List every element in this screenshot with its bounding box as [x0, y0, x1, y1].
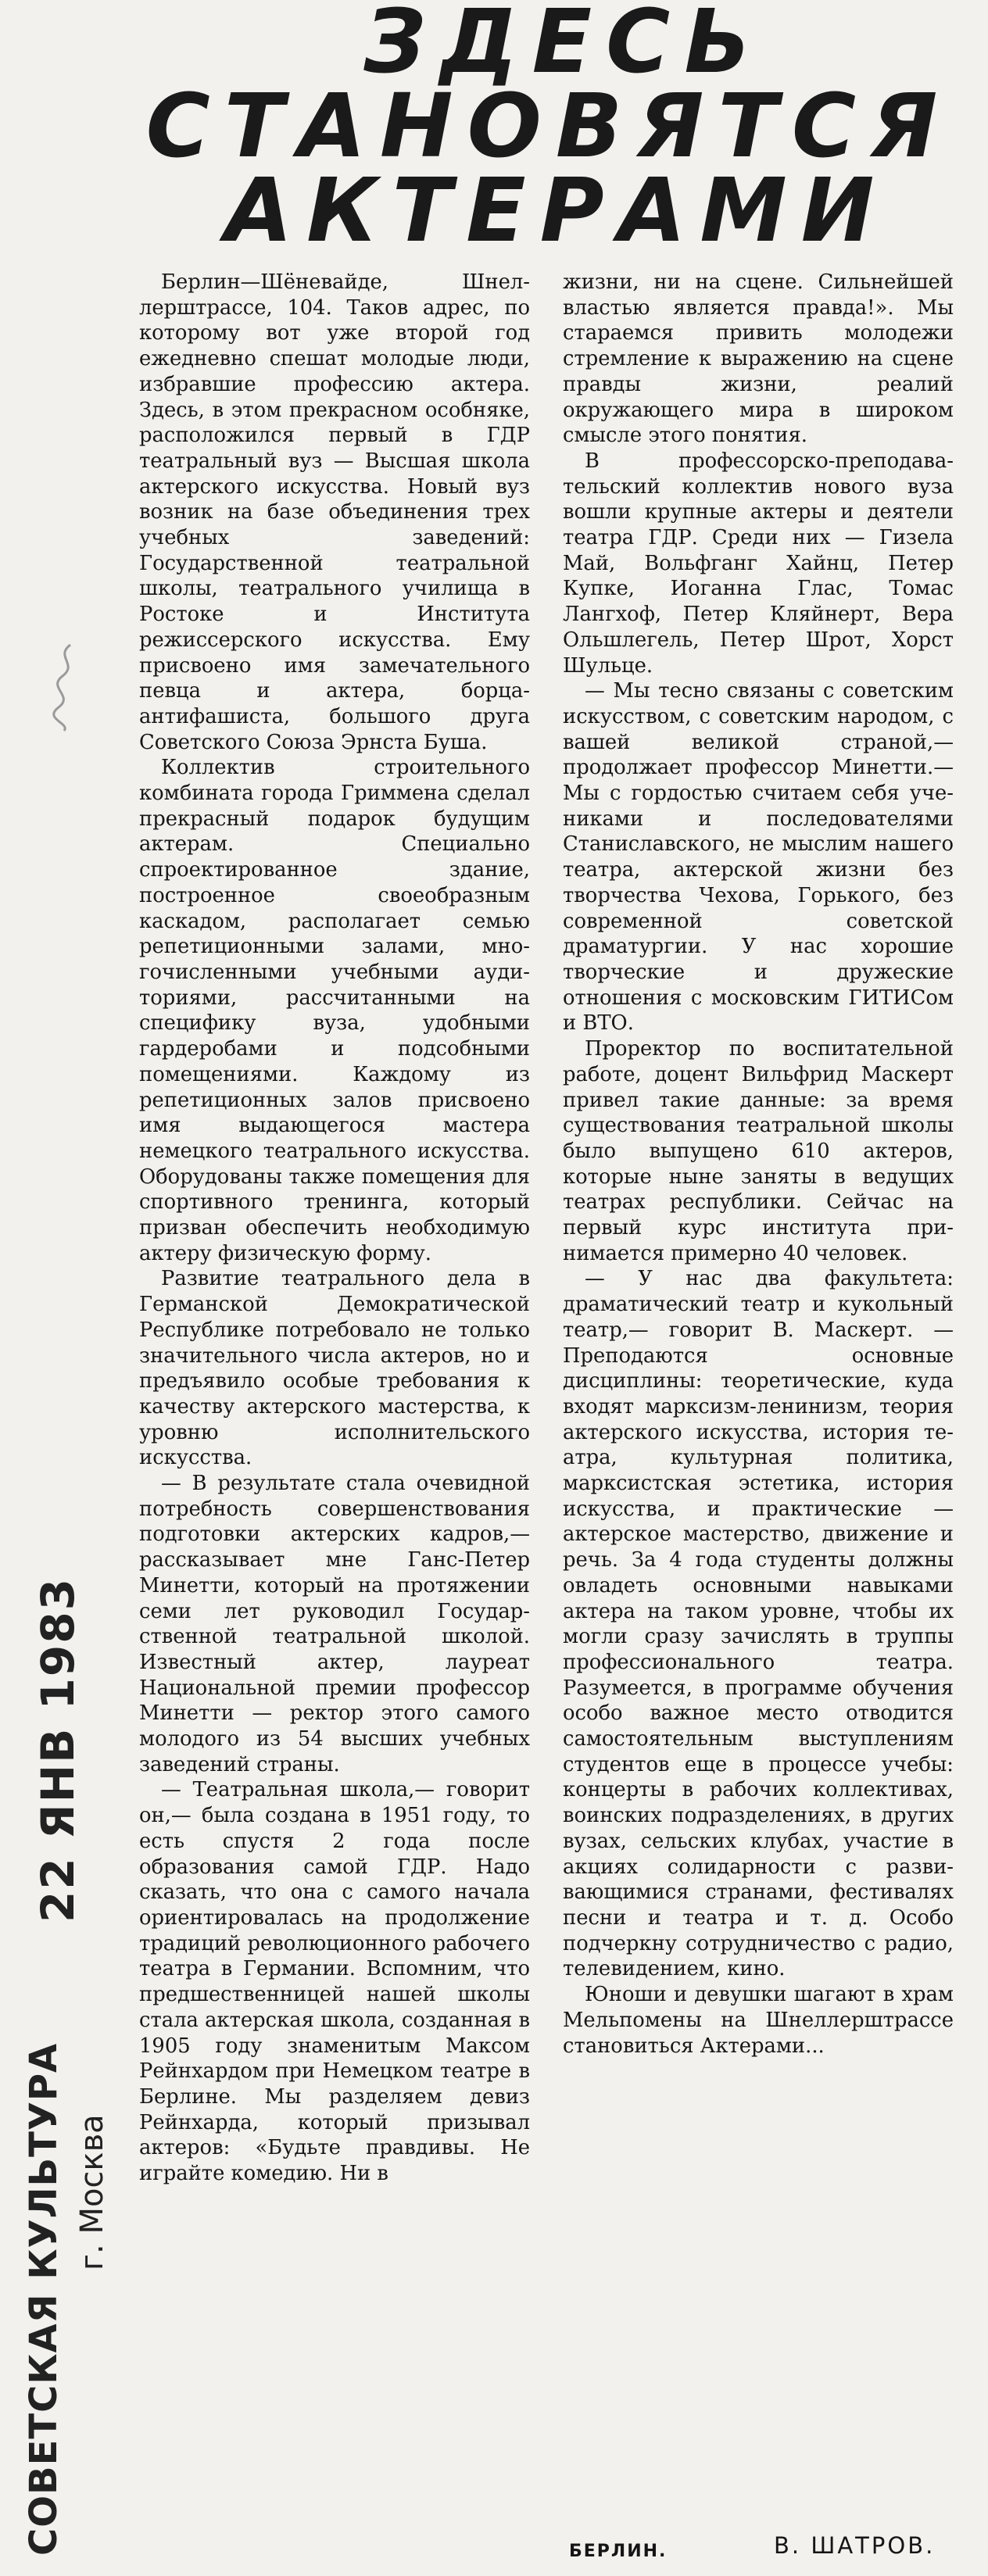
newspaper-name-stamp: СОВЕТСКАЯ КУЛЬТУРА: [22, 2042, 66, 2556]
article-headline: [109, 0, 988, 262]
article-column-2: [563, 270, 954, 2059]
article-column-1: [139, 270, 530, 2187]
paragraph: Юноши и девушки шагают в храм Мельпомены на Шнеллерштрассе становиться Актерами...: [563, 1983, 954, 2058]
paragraph: Развитие театрального дела в Германской Демократической Республике потребовало не только значительного числа актеров, но и предъявило особые требования к качеству актерского мастерства, к уровню исполнительского искусства.: [139, 1267, 530, 1470]
paragraph: Коллектив строительного комбината города Гриммена сделал прекрасный подарок будущим актерам. Специально спроектированное здание, построенное своеобразным каскадом, располагает семью репетиционными залами, многочисленными учебными аудиториями, рассчитанными на специфику вуза, удобными гардеробами и подсобными помещениями. Каждому из репетиционных залов присвоено имя выдающегося мастера немецкого театрального искусства. Оборудованы также помещения для спортивного тренинга, который призван обеспечить необходимую актеру физическую форму.: [139, 756, 530, 1265]
author-signature: В. ШАТРОВ.: [774, 2532, 936, 2559]
city-stamp: г. Москва: [74, 2114, 110, 2270]
paragraph: Берлин—Шёневайде, Шнеллерштрассе, 104. Таков адрес, по которому вот уже второй год ежедневно спешат молодые люди, избравшие профессию актера. Здесь, в этом прекрасном особняке, расположился первый в ГДР театральный вуз — Высшая школа актерского искусства. Новый вуз возник на базе объединения трех учебных заведений: Государственной театральной школы, театрального училища в Ростоке и Института режиссерского искусства. Ему присвоено имя замечательного певца и актера, борца-антифашиста, большого друга Советского Союза Эрнста Буша.: [139, 270, 530, 754]
handwritten-mark-icon: [47, 641, 86, 735]
paragraph: — В результате стала очевидной потребность совершенствования подготовки актерских кадров,— рассказывает мне Ганс-Петер Минетти, который на протяжении семи лет руководил Государственной театральной школой. Известный актер, лауреат Национальной премии профессор Минетти — ректор этого самого молодого из 54 высших учебных заведений страны.: [139, 1472, 530, 1776]
date-stamp: 22 ЯНВ 1983: [31, 1577, 84, 1923]
paragraph: — Театральная школа,— говорит он,— была создана в 1951 году, то есть спустя 2 года после образования самой ГДР. Надо сказать, что она с самого начала ориентировалась на продолжение традиций революционного рабочего театра в Германии. Вспомним, что предшественницей нашей школы стала актерская школа, созданная в 1905 году знаменитым Максом Рейнхардом при Немецком театре в Берлине. Мы разделяем девиз Рейнхарда, который призывал актеров: «Будьте правдивы. Не играйте комедию. Ни в: [139, 1778, 530, 2186]
paragraph: — У нас два факультета: драматический театр и кукольный театр,— говорит В. Маскерт. — Преподаются основные дисциплины: теоретические, куда входят марксизм-ленинизм, теория актерского искусства, история театра, культурная политика, марксистская эстетика, история искусства, и практические — актерское мастерство, движение и речь. За 4 года студенты должны овладеть основными навыками актера на таком уровне, чтобы их могли сразу зачислять в труппы профессионального театра. Разумеется, в программе обучения особо важное место отводится самостоятельным выступлениям студентов еще в процессе учебы: концерты в рабочих коллективах, воинских подразделениях, в других вузах, сельских клубах, участие в акциях солидарности с развивающимися странами, фестивалях песни и театра и т. д. Особо подчеркну сотрудничество с радио, телевидением, кино.: [563, 1267, 954, 1981]
dateline: БЕРЛИН.: [569, 2542, 668, 2561]
paragraph: — Мы тесно связаны с советским искусством, с советским народом, с вашей великой страной,— продолжает профессор Минетти.— Мы с гордостью считаем себя учениками и последователями Станиславского, не мыслим нашего театра, актерской жизни без творчества Чехова, Горького, без современной советской драматургии. У нас хорошие творческие и дружеские отношения с московским ГИТИСом и ВТО.: [563, 679, 954, 1036]
paragraph: В профессорско-преподавательский коллектив нового вуза вошли крупные актеры и деятели театра ГДР. Среди них — Гизела Май, Вольфганг Хайнц, Петер Купке, Иоганна Глас, Томас Лангхоф, Петер Кляйнерт, Вера Ольшлегель, Петер Шрот, Хорст Шульце.: [563, 449, 954, 678]
paragraph: Проректор по воспитательной работе, доцент Вильфрид Маскерт привел такие данные: за время существования театральной школы было выпущено 610 актеров, которые ныне заняты в ведущих театрах республики. Сейчас на первый курс института принимается примерно 40 человек.: [563, 1037, 954, 1265]
headline-line-3: АКТЕРАМИ: [224, 160, 889, 262]
headline-line-2: СТАНОВЯТСЯ: [145, 76, 952, 177]
paragraph: жизни, ни на сцене. Сильнейшей властью является правда!». Мы стараемся привить молодежи стремление к выражению на сцене правды жизни, реалий окружающего мира в широком смысле этого понятия.: [563, 270, 954, 448]
headline-line-1: ЗДЕСЬ: [363, 0, 765, 93]
